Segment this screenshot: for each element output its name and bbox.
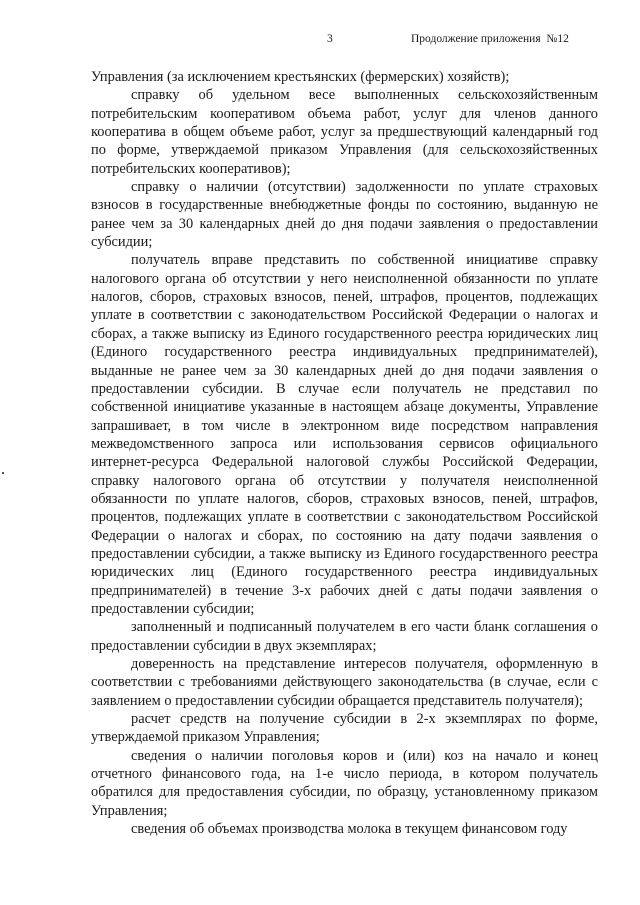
document-body <box>91 68 598 838</box>
scan-margin-mark <box>2 472 4 474</box>
appendix-continuation-label <box>411 33 569 45</box>
paragraph-tax-certificate: получатель вправе представить по собственной инициативе справку налогового органа об отсутствии у него неисполненной обязанности по уплате налогов, сборов, страховых взносов, пеней, штрафов, процентов, подлежащих уплате в соответствии с законодательством Российской Федерации о налогах и сборах, а также выписку из Единого государственного реестра юридических лиц (Единого государственного реестра индивидуальных предпринимателей), выданные не ранее чем за 30 календарных дней до дня подачи заявления о предоставлении субсидии. В случае если получатель не представил по собственной инициативе указанные в настоящем абзаце документы, Управление запрашивает, в том числе в электронном виде посредством направления межведомственного запроса или использования сервисов официального интернет-ресурса Федеральной налоговой службы Российской Федерации, справку налогового органа об отсутствии у получателя неисполненной обязанности по уплате налогов, сборов, страховых взносов, пеней, штрафов, процентов, подлежащих уплате в соответствии с законодательством Российской Федерации о налогах и сборах, по состоянию на дату подачи заявления о предоставлении субсидии, а также выписку из Единого государственного реестра юридических лиц (Единого государственного реестра индивидуальных предпринимателей) в течение 3-х рабочих дней с даты подачи заявления о предоставлении субсидии; <box>91 252 598 617</box>
page-number: 3 <box>327 33 333 45</box>
paragraph-livestock-info: сведения о наличии поголовья коров и (или) коз на начало и конец отчетного финансового года, на 1-е число периода, в котором получатель обратился для предоставления субсидии, по образцу, установленному приказом Управления; <box>91 747 598 819</box>
paragraph-subsidy-calculation: расчет средств на получение субсидии в 2-х экземплярах по форме, утверждаемой приказом Управления; <box>91 711 598 746</box>
paragraph-agreement-form: заполненный и подписанный получателем в его части бланк соглашения о предоставлении субсидии в двух экземплярах; <box>91 619 598 654</box>
appendix-number: №12 <box>546 33 569 45</box>
paragraph-power-of-attorney: доверенность на представление интересов получателя, оформленную в соответствии с требованиями действующего законодательства (в случае, если с заявлением о предоставлении субсидии обращается представитель получателя); <box>91 656 598 709</box>
paragraph-insurance-debt-certificate: справку о наличии (отсутствии) задолженности по уплате страховых взносов в государственные внебюджетные фонды по состоянию, выданную не ранее чем за 30 календарных дней до дня подачи заявления о предоставлении субсидии; <box>91 179 598 251</box>
paragraph-milk-production: сведения об объемах производства молока в текущем финансовом году <box>131 821 568 838</box>
continuation-text: Продолжение приложения <box>411 33 541 45</box>
paragraph-cooperative-certificate: справку об удельном весе выполненных сельскохозяйственным потребительским кооперативом объема работ, услуг для членов данного кооператива в общем объеме работ, услуг за предшествующий календарный год по форме, утверждаемой приказом Управления (для сельскохозяйственных потребительских кооперативов); <box>91 87 598 177</box>
page-header <box>0 33 640 49</box>
paragraph-continuation: Управления (за исключением крестьянских (фермерских) хозяйств); <box>91 69 510 85</box>
